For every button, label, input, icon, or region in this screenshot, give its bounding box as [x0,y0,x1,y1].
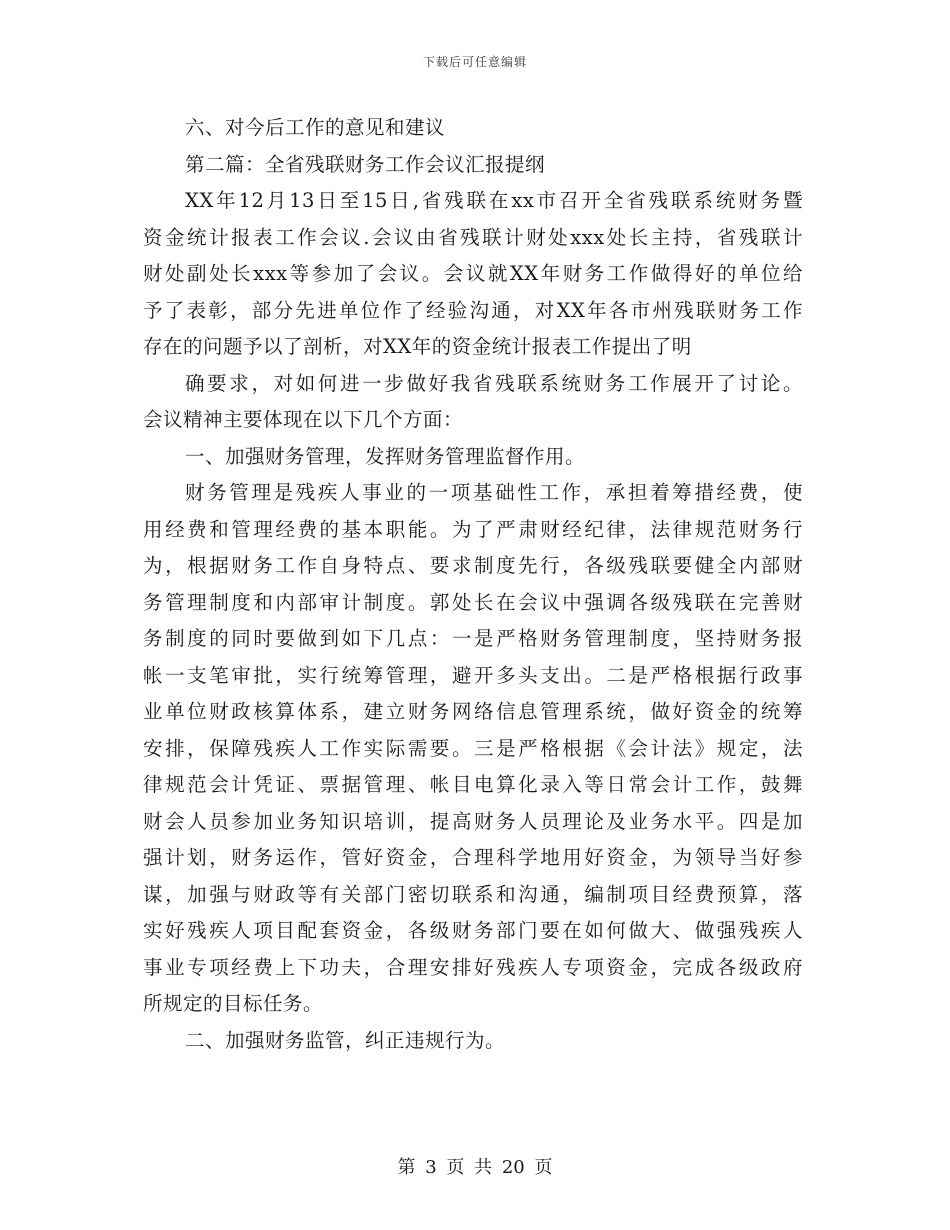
paragraph-line: 用经费和管理经费的基本职能。为了严肃财经纪律，法律规范财务行 [143,517,803,541]
paragraph-line: 存在的问题予以了剖析，对XX年的资金统计报表工作提出了明 [143,335,692,358]
paragraph-line: 安排，保障残疾人工作实际需要。三是严格根据《会计法》规定，法 [143,736,803,760]
paragraph-line: 会议精神主要体现在以下几个方面： [143,408,464,431]
paragraph-line: XX年12月13日至15日,省残联在xx市召开全省残联系统财务暨 [185,189,803,212]
paragraph-line: 实好残疾人项目配套资金，各级财务部门要在如何做大、做强残疾人 [143,919,803,942]
page-header: 下载后可任意编辑 [422,55,527,69]
paragraph-line: 业单位财政核算体系，建立财务网络信息管理系统，做好资金的统筹 [143,700,803,723]
paragraph-line: 事业专项经费上下功夫，合理安排好残疾人专项资金，完成各级政府 [143,955,803,979]
paragraph-line: 财会人员参加业务知识培训，提高财务人员理论及业务水平。四是加 [143,809,803,833]
paragraph-line: 予了表彰，部分先进单位作了经验沟通，对XX年各市州残联财务工作 [143,298,803,322]
paragraph-line: 务管理制度和内部审计制度。郭处长在会议中强调各级残联在完善财 [143,590,803,614]
paragraph-line: 谋，加强与财政等有关部门密切联系和沟通，编制项目经费预算，落 [143,882,803,906]
paragraph-line: 帐一支笔审批，实行统筹管理，避开多头支出。二是严格根据行政事 [143,663,803,687]
heading-line: 六、对今后工作的意见和建议 [185,116,446,139]
paragraph-line: 财处副处长xxx等参加了会议。会议就XX年财务工作做得好的单位给 [143,262,803,285]
paragraph-line: 资金统计报表工作会议.会议由省残联计财处xxx处长主持，省残联计 [143,225,803,249]
heading-line: 一、加强财务管理，发挥财务管理监督作用。 [185,444,586,468]
paragraph-line: 所规定的目标任务。 [143,992,324,1015]
page-number: 第 3 页 共 20 页 [397,1157,553,1178]
document-body [143,110,803,1059]
paragraph-line: 律规范会计凭证、票据管理、帐目电算化录入等日常会计工作，鼓舞 [143,773,803,796]
paragraph-line: 财务管理是残疾人事业的一项基础性工作，承担着筹措经费，使 [185,481,803,504]
paragraph-line: 务制度的同时要做到如下几点：一是严格财务管理制度，坚持财务报 [143,627,803,650]
heading-line: 二、加强财务监管，纠正违规行为。 [185,1028,506,1052]
section-title: 第二篇：全省残联财务工作会议汇报提纲 [185,152,546,176]
paragraph-line: 为，根据财务工作自身特点、要求制度先行，各级残联要健全内部财 [143,554,803,577]
paragraph-line: 强计划，财务运作，管好资金，合理科学地用好资金，为领导当好参 [143,846,803,869]
paragraph-line: 确要求，对如何进一步做好我省残联系统财务工作展开了讨论。 [185,371,803,395]
